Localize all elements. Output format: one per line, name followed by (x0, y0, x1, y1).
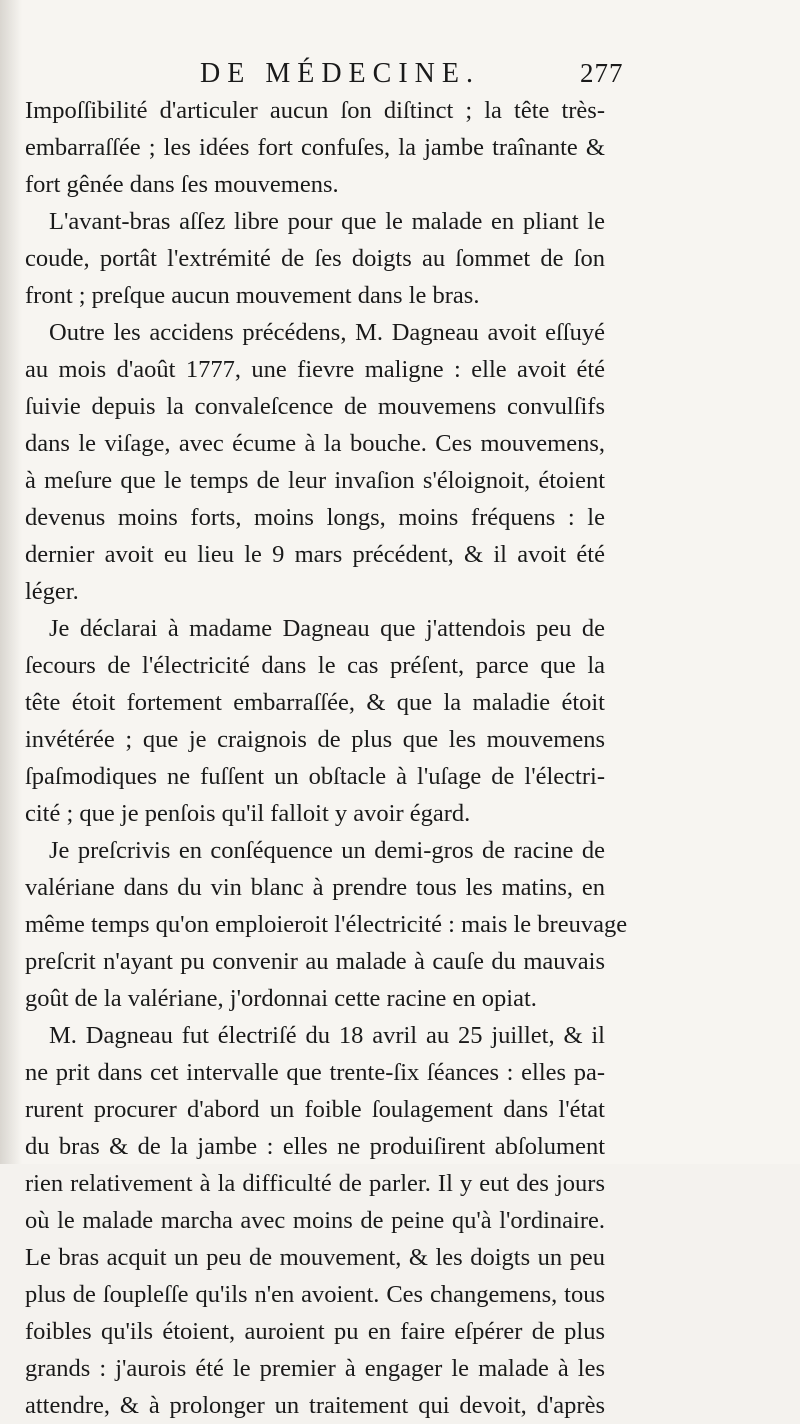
text-line: rien relativement à la difficulté de parler. Il y eut des jours (25, 1170, 605, 1197)
text-line: M. Dagneau fut électriſé du 18 avril au 25 juillet, & il (49, 1022, 605, 1049)
text-line: dans le viſage, avec écume à la bouche. Ces mouvemens, (25, 430, 605, 457)
text-line: ne prit dans cet intervalle que trente-ſix ſéances : elles pa- (25, 1059, 605, 1086)
text-line: plus de ſoupleſſe qu'ils n'en avoient. Ces changemens, tous (25, 1281, 605, 1308)
page-number: 277 (580, 58, 624, 88)
text-line: même temps qu'on emploieroit l'électricité : mais le breuvage (25, 911, 628, 938)
text-line: Je déclarai à madame Dagneau que j'attendois peu de (49, 615, 605, 642)
text-line: invétérée ; que je craignois de plus que les mouvemens (25, 726, 605, 753)
text-line: coude, portât l'extrémité de ſes doigts au ſommet de ſon (25, 245, 605, 272)
text-line: du bras & de la jambe : elles ne produiſirent abſolument (25, 1133, 605, 1160)
text-line: Le bras acquit un peu de mouvement, & les doigts un peu (25, 1244, 605, 1271)
running-title: DE MÉDECINE. (200, 58, 480, 89)
text-line: grands : j'aurois été le premier à engager le malade à les (25, 1355, 605, 1382)
text-line: rurent procurer d'abord un foible ſoulagement dans l'état (25, 1096, 605, 1123)
text-line: ſuivie depuis la convaleſcence de mouvemens convulſifs (25, 393, 605, 420)
text-line: L'avant-bras aſſez libre pour que le malade en pliant le (49, 208, 605, 235)
text-line: embarraſſée ; les idées fort confuſes, la jambe traînante & (25, 134, 605, 161)
text-line: Impoſſibilité d'articuler aucun ſon diſtinct ; la tête très- (25, 97, 605, 124)
text-line: Je preſcrivis en conſéquence un demi-gros de racine de (49, 837, 605, 864)
text-line: front ; preſque aucun mouvement dans le bras. (25, 282, 480, 309)
text-line: ſpaſmodiques ne fuſſent un obſtacle à l'uſage de l'électri- (25, 763, 605, 790)
body-text (25, 92, 628, 1424)
text-line: dernier avoit eu lieu le 9 mars précédent, & il avoit été (25, 541, 605, 568)
text-line: attendre, & à prolonger un traitement qui devoit, d'après (25, 1392, 605, 1419)
text-line: cité ; que je penſois qu'il falloit y avoir égard. (25, 800, 471, 827)
text-line: Outre les accidens précédens, M. Dagneau avoit eſſuyé (49, 319, 605, 346)
text-line: foibles qu'ils étoient, auroient pu en faire eſpérer de plus (25, 1318, 605, 1345)
text-line: au mois d'août 1777, une fievre maligne : elle avoit été (25, 356, 605, 383)
text-line: valériane dans du vin blanc à prendre tous les matins, en (25, 874, 605, 901)
page-gutter-shadow (0, 0, 22, 1164)
text-line: à meſure que le temps de leur invaſion s'éloignoit, étoient (25, 467, 605, 494)
text-line: où le malade marcha avec moins de peine qu'à l'ordinaire. (25, 1207, 605, 1234)
text-line: ſecours de l'électricité dans le cas préſent, parce que la (25, 652, 605, 679)
text-line: léger. (25, 578, 79, 605)
text-line: devenus moins forts, moins longs, moins fréquens : le (25, 504, 605, 531)
text-line: fort gênée dans ſes mouvemens. (25, 171, 339, 198)
text-line: goût de la valériane, j'ordonnai cette racine en opiat. (25, 985, 537, 1012)
text-line: preſcrit n'ayant pu convenir au malade à cauſe du mauvais (25, 948, 605, 975)
text-line: tête étoit fortement embarraſſée, & que la maladie étoit (25, 689, 605, 716)
